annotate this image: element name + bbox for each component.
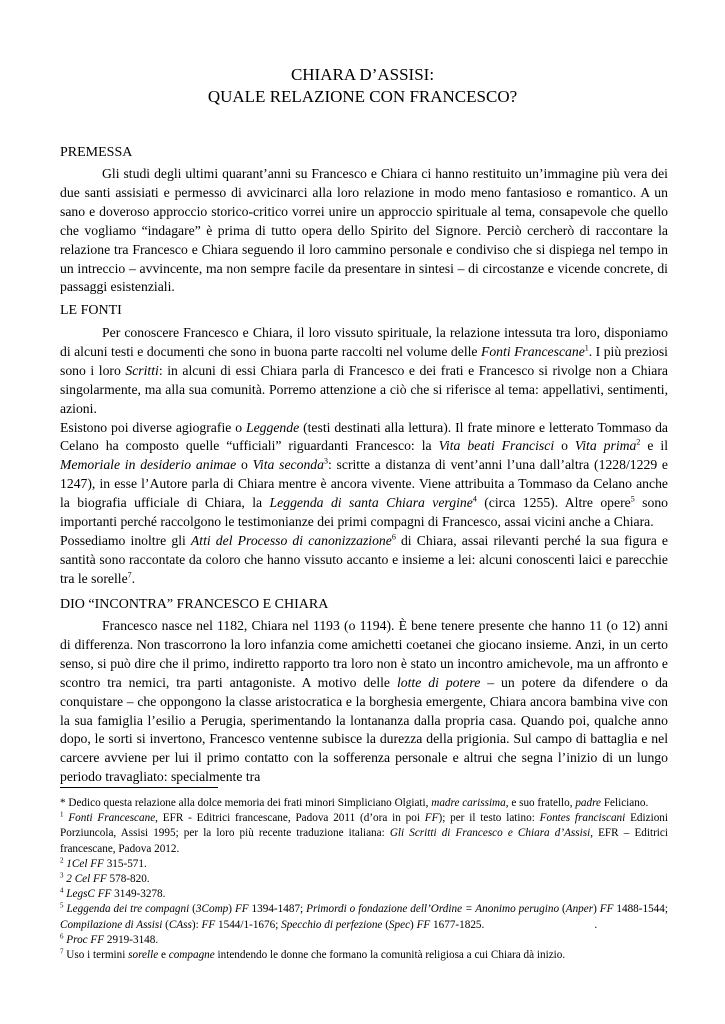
- section-dio-incontra: [60, 617, 668, 787]
- footnote-5: $^5$ Leggenda dei tre compagni (3Comp) FF 1394-1487; Primordi o fondazione dell’Ordine = Anonimo perugino (Anper) FF 1488-1544; Compilazione di Assisi (CAss): FF 1544/1-1676; Specchio di perfezione (Spec) FF 1677-1825. .: [60, 901, 668, 931]
- footnote-ref: 1: [584, 343, 589, 353]
- footnote-7: $^7$ Uso i termini sorelle e compagne intendendo le donne che formano la comunità religiosa a cui Chiara dà inizio.: [60, 947, 566, 962]
- footnote-6: $^6$ Proc FF 2919-3148.: [60, 932, 159, 946]
- footnote-ref: 7: [127, 570, 132, 580]
- paragraph-dio-incontra: Francesco nasce nel 1182, Chiara nel 1193 (o 1194). È bene tenere presente che hanno 11 (o 12) anni di differenza. Non trascorrono la loro infanzia come amichetti coetanei che giocano insieme. Anzi, in un certo senso, si può dire che il primo, indiretto rapporto tra loro non è stato un incontro amichevole, ma un affronto e scontro tra nemici, tra parti antagoniste. A motivo delle lotte di potere – un potere da difendere o da conquistare – che oppongono la classe aristocratica e la borghesia emergente, Chiara ancora bambina vive con la sua famiglia l’esilio a Perugia, sperimentando la lontananza dalla propria casa. Quando poi, qualche anno dopo, le sorti si invertono, Francesco ventenne subisce la durezza della prigionia. Sul campo di battaglia e nel carcere avviene per lui il primo contatto con la sofferenza personale e altrui che segna l’inizio di un lungo periodo travagliato: specialmente tra: [60, 618, 668, 785]
- footnote-ref: 4: [472, 494, 477, 504]
- section-heading-dio-incontra: DIO “INCONTRA” FRANCESCO E CHIARA: [60, 597, 329, 612]
- footnote-1: $^1$ Fonti Francescane, EFR - Editrici francescane, Padova 2011 (d’ora in poi FF); per il testo latino: Fontes franciscani Edizioni Porziuncola, Assisi 1995; per la loro più recente traduzione italiana: Gli Scritti di Francesco e Chiara d’Assisi, EFR – Editrici francescane, Padova 2012.: [60, 810, 668, 855]
- footnote-2: $^2$ 1Cel FF 315-571.: [60, 856, 147, 870]
- footnote-ref: 5: [630, 494, 635, 504]
- paragraph-fonti-1: Per conoscere Francesco e Chiara, il loro vissuto spirituale, la relazione intessuta tra loro, disponiamo di alcuni testi e documenti che sono in buona parte raccolti nel volume delle Fonti Francescane$^1$. I più preziosi sono i loro Scritti: in alcuni di essi Chiara parla di Francesco e dei frati e Francesco si rivolge non a Chiara singolarmente, ma alla sua comunità. Porremo attenzione a ciò che si riferisce al tema: appellativi, sentimenti, azioni.: [60, 325, 668, 416]
- footnote-4: $^4$ LegsC FF 3149-3278.: [60, 886, 166, 901]
- paragraph-fonti-3: Possediamo inoltre gli Atti del Processo di canonizzazione$^6$ di Chiara, assai rilevanti perché la sua figura e santità sono raccontate da coloro che hanno vissuto accanto e insieme a lei: alcuni conoscenti laici e parecchie tra le sorelle$^7$.: [60, 532, 668, 586]
- title-line-2: QUALE RELAZIONE CON FRANCESCO?: [207, 87, 518, 106]
- footnote-ref: 2: [636, 437, 641, 447]
- paragraph-premessa: Gli studi degli ultimi quarant’anni su Francesco e Chiara ci hanno restituito un’immagine più vera dei due santi assisiati e permesso di avvicinarci alla loro relazione in modo meno fantasioso e romantico. A un sano e doveroso approccio storico-critico vorrei unire un approccio spirituale al tema, consapevole che quello che vogliamo “indagare” è prima di tutto opera dello Spirito del Signore. Perciò cercherò di raccontare la relazione tra Francesco e Chiara seguendo il loro cammino personale e condiviso che si dispiega nel tempo in un intreccio – avvincente, ma non sempre facile da presentare in sintesi – di circostanze e vicende concrete, di passaggi esistenziali.: [60, 166, 668, 295]
- document-title: [60, 64, 665, 108]
- footnotes: [60, 796, 668, 963]
- footnote-star: * Dedico questa relazione alla dolce memoria dei frati minori Simpliciano Olgiati, madre carissima, e suo fratello, padre Feliciano.: [60, 797, 649, 809]
- section-heading-fonti: LE FONTI: [60, 303, 122, 318]
- footnote-separator: [60, 787, 218, 788]
- section-fonti: [60, 324, 668, 589]
- footnote-ref: 3: [323, 456, 328, 466]
- section-premessa: [60, 165, 668, 297]
- title-line-1: CHIARA D’ASSISI:: [290, 65, 435, 84]
- footnote-ref: 6: [391, 532, 396, 542]
- section-heading-premessa: PREMESSA: [60, 145, 133, 160]
- footnote-3: $^3$ 2 Cel FF 578-820.: [60, 871, 150, 886]
- paragraph-fonti-2: Esistono poi diverse agiografie o Leggende (testi destinati alla lettura). Il frate minore e letterato Tommaso da Celano ha composto quelle “ufficiali” riguardanti Francesco: la Vita beati Francisci o Vita prima$^2$ e il Memoriale in desiderio animae o Vita seconda$^3$: scritte a distanza di vent’anni l’una dall’altra (1228/1229 e 1247), in esse l’Autore parla di Chiara mentre è ancora vivente. Viene attribuita a Tommaso da Celano anche la biografia ufficiale di Chiara, la Leggenda di santa Chiara vergine$^4$ (circa 1255). Altre opere$^5$ sono importanti perché raccolgono le testimonianze dei primi compagni di Francesco, assai vicini anche a Chiara.: [60, 419, 669, 530]
